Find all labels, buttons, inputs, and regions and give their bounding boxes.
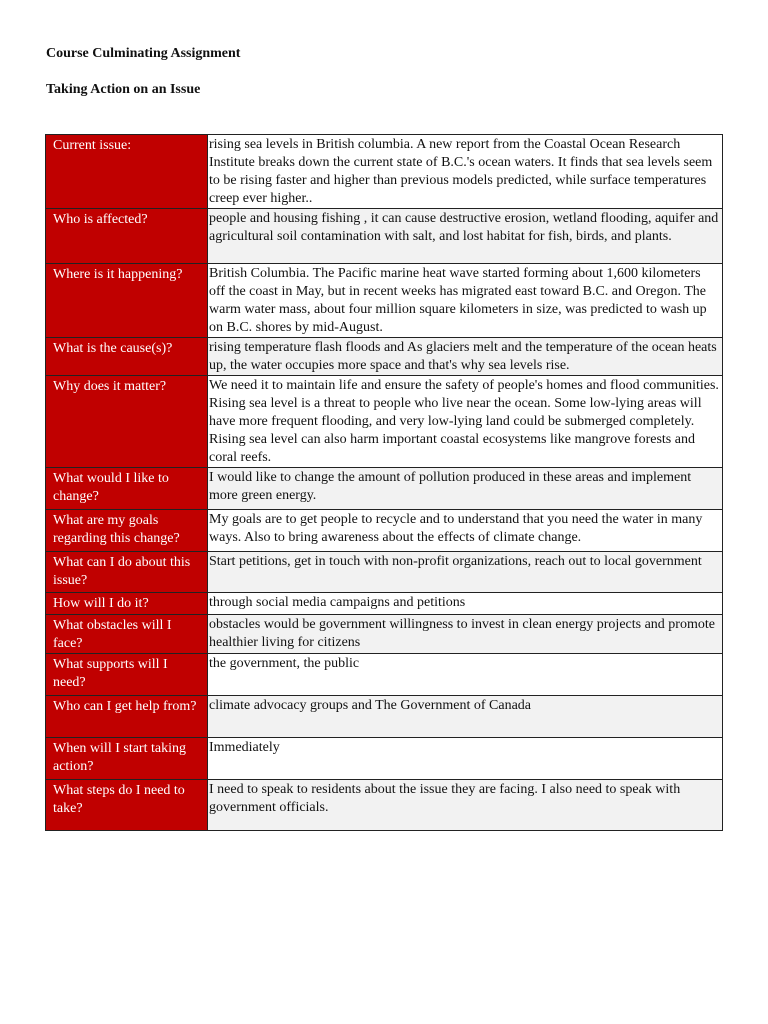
table-row <box>46 209 723 264</box>
page-subtitle: Taking Action on an Issue <box>46 82 201 97</box>
row-answer: Start petitions, get in touch with non-profit organizations, reach out to local government <box>208 552 723 593</box>
table-row <box>46 510 723 552</box>
table-row <box>46 593 723 615</box>
row-label: Who is affected? <box>46 209 208 264</box>
table-row <box>46 376 723 468</box>
page-title: Course Culminating Assignment <box>46 46 241 61</box>
row-label: What supports will I need? <box>46 654 208 696</box>
table-row <box>46 468 723 510</box>
row-answer: British Columbia. The Pacific marine heat wave started forming about 1,600 kilometers off the coast in May, but in recent weeks has migrated east toward B.C. and Oregon. The warm water mass, about four million square kilometers in size, was predicted to wash up on B.C. shores by mid-August. <box>208 264 723 338</box>
table-row <box>46 338 723 376</box>
row-answer: I need to speak to residents about the issue they are facing. I also need to speak with government officials. <box>208 780 723 831</box>
table-row <box>46 780 723 831</box>
row-label: Who can I get help from? <box>46 696 208 738</box>
row-label: How will I do it? <box>46 593 208 615</box>
row-answer: obstacles would be government willingness to invest in clean energy projects and promote healthier living for citizens <box>208 615 723 654</box>
row-label: What can I do about this issue? <box>46 552 208 593</box>
row-label: What steps do I need to take? <box>46 780 208 831</box>
table-row <box>46 552 723 593</box>
row-answer: the government, the public <box>208 654 723 696</box>
row-label: What is the cause(s)? <box>46 338 208 376</box>
row-label: When will I start taking action? <box>46 738 208 780</box>
row-label: Where is it happening? <box>46 264 208 338</box>
row-label: Current issue: <box>46 135 208 209</box>
row-answer: climate advocacy groups and The Government of Canada <box>208 696 723 738</box>
row-answer: Immediately <box>208 738 723 780</box>
row-label: What would I like to change? <box>46 468 208 510</box>
row-label: What are my goals regarding this change? <box>46 510 208 552</box>
table-row <box>46 615 723 654</box>
row-answer: people and housing fishing , it can cause destructive erosion, wetland flooding, aquifer and agricultural soil contamination with salt, and lost habitat for fish, birds, and plants. <box>208 209 723 264</box>
action-plan-table <box>45 134 723 831</box>
row-answer: I would like to change the amount of pollution produced in these areas and implement more green energy. <box>208 468 723 510</box>
table-row <box>46 264 723 338</box>
row-answer: rising temperature flash floods and As glaciers melt and the temperature of the ocean heats up, the water occupies more space and that's why sea levels rise. <box>208 338 723 376</box>
row-answer: We need it to maintain life and ensure the safety of people's homes and flood communities. Rising sea level is a threat to people who live near the ocean. Some low-lying areas will have more frequent flooding, and very low-lying land could be submerged completely. Rising sea level can also harm important coastal ecosystems like mangrove forests and coral reefs. <box>208 376 723 468</box>
row-label: Why does it matter? <box>46 376 208 468</box>
row-label: What obstacles will I face? <box>46 615 208 654</box>
row-answer: through social media campaigns and petitions <box>208 593 723 615</box>
table-row <box>46 696 723 738</box>
table-row <box>46 135 723 209</box>
row-answer: rising sea levels in British columbia. A new report from the Coastal Ocean Research Institute breaks down the current state of B.C.'s ocean waters. It finds that sea levels seem to be rising faster and higher than previous models predicted, while surface temperatures creep ever higher.. <box>208 135 723 209</box>
table-row <box>46 654 723 696</box>
row-answer: My goals are to get people to recycle and to understand that you need the water in many ways. Also to bring awareness about the effects of climate change. <box>208 510 723 552</box>
table-row <box>46 738 723 780</box>
